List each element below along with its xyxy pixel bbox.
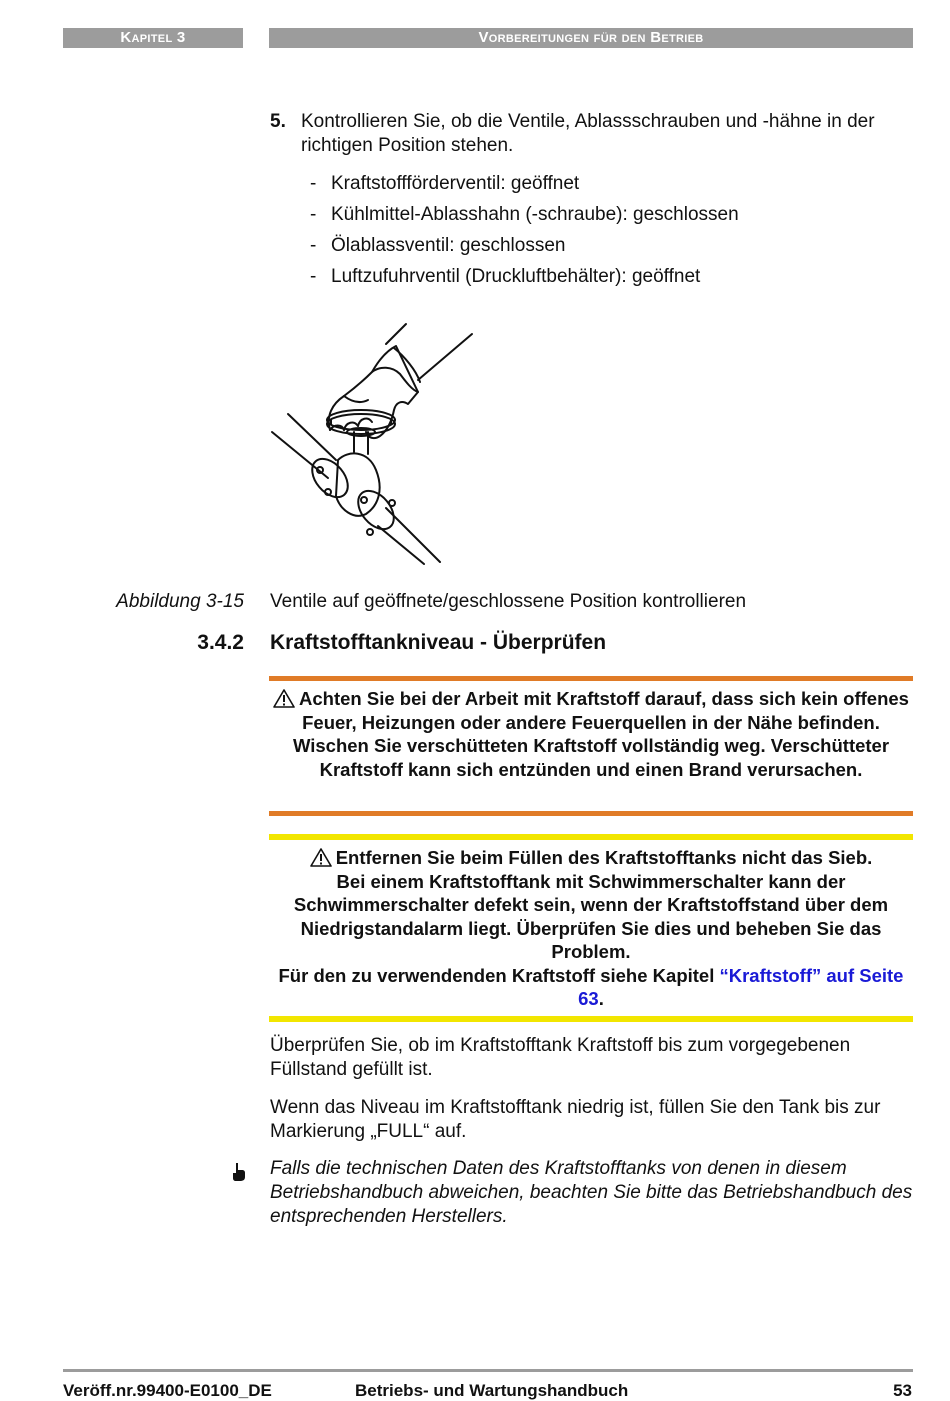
publication-number: Veröff.nr.99400-E0100_DE <box>63 1381 272 1400</box>
warning-2-line-3-end: . <box>598 988 604 1009</box>
list-item: - Kraftstoffförderventil: geöffnet <box>310 173 580 194</box>
figure-label: Abbildung 3-15 <box>116 591 244 612</box>
warning-1-line-2: Wischen Sie verschütteten Kraftstoff vollständig weg. Verschütteter Kraftstoff kann sich entzünden und einen Brand verursachen. <box>292 735 890 780</box>
warning-triangle-icon <box>310 848 332 867</box>
warning-triangle-icon <box>273 689 295 708</box>
figure-caption: Ventile auf geöffnete/geschlossene Position kontrollieren <box>270 591 747 612</box>
valve-hand-illustration <box>268 320 478 565</box>
list-item-text: Luftzufuhrventil (Druckluftbehälter): geöffnet <box>331 266 701 287</box>
paragraph-refill-tank: Wenn das Niveau im Kraftstofftank niedrig ist, füllen Sie den Tank bis zur Markierung „FULL“ auf. <box>270 1097 881 1142</box>
fuel-tank-warning-box <box>269 834 913 1022</box>
list-item-text: Ölablassventil: geschlossen <box>331 235 566 256</box>
section-title: Kraftstofftankniveau - Überprüfen <box>270 631 607 654</box>
list-item: - Kühlmittel-Ablasshahn (-schraube): geschlossen <box>310 204 739 225</box>
list-item-text: Kühlmittel-Ablasshahn (-schraube): geschlossen <box>331 204 739 225</box>
pointing-hand-icon <box>230 1162 246 1182</box>
manual-title: Betriebs- und Wartungshandbuch <box>355 1381 629 1400</box>
header-chapter: Kapitel 3 <box>63 28 243 48</box>
warning-2-line-2: Bei einem Kraftstofftank mit Schwimmerschalter kann der Schwimmerschalter defekt sein, wenn der Kraftstoffstand über dem Niedrigstandalarm liegt. Überprüfen Sie dies und beheben Sie das Problem. <box>293 870 889 962</box>
list-item: - Luftzufuhrventil (Druckluftbehälter): geöffnet <box>310 266 701 287</box>
fuel-chapter-link[interactable]: “Kraftstoff” auf Seite 63 <box>578 964 904 1009</box>
step-number: 5. <box>270 111 286 132</box>
list-item: - Ölablassventil: geschlossen <box>310 235 566 256</box>
manufacturer-note: Falls die technischen Daten des Kraftstofftanks von denen in diesem Betriebshandbuch abweichen, beachten Sie bitte das Betriebshandbuch des entsprechenden Herstellers. <box>270 1158 913 1227</box>
fire-warning-box <box>269 676 913 816</box>
page-number: 53 <box>893 1381 912 1400</box>
warning-2-line-3: Für den zu verwendenden Kraftstoff siehe Kapitel <box>278 964 720 986</box>
warning-1-line-1: Achten Sie bei der Arbeit mit Kraftstoff darauf, dass sich kein offenes Feuer, Heizungen oder andere Feuerquellen in der Nähe befinden. <box>299 688 909 733</box>
step-text: Kontrollieren Sie, ob die Ventile, Ablassschrauben und -hähne in der richtigen Position stehen. <box>301 111 875 156</box>
header-section-title: Vorbereitungen für den Betrieb <box>269 28 913 48</box>
step-5 <box>270 110 913 158</box>
warning-2-line-1: Entfernen Sie beim Füllen des Kraftstofftanks nicht das Sieb. <box>335 847 873 868</box>
paragraph-check-fuel-level: Überprüfen Sie, ob im Kraftstofftank Kraftstoff bis zum vorgegebenen Füllstand gefüllt ist. <box>270 1035 851 1080</box>
footer-divider <box>63 1369 913 1372</box>
valve-position-list <box>310 172 910 296</box>
list-item-text: Kraftstoffförderventil: geöffnet <box>331 173 580 194</box>
section-number: 3.4.2 <box>197 631 244 654</box>
